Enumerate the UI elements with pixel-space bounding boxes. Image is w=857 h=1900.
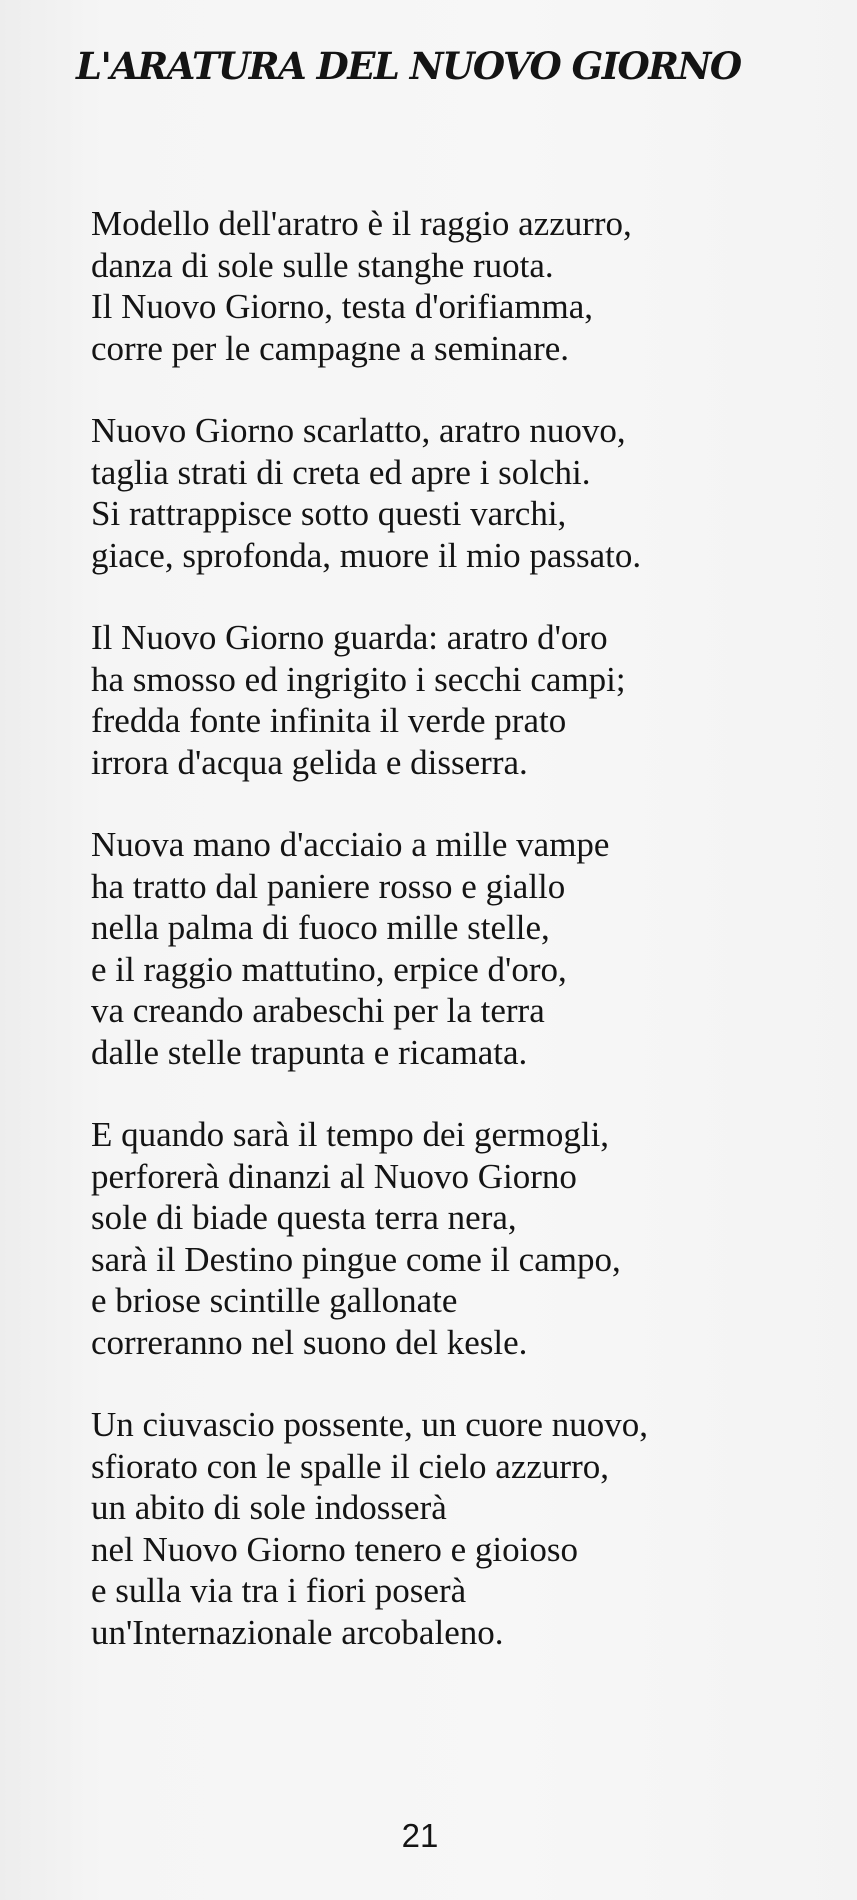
poem-title: L'ARATURA DEL NUOVO GIORNO bbox=[76, 44, 741, 88]
poem-line: sfiorato con le spalle il cielo azzurro, bbox=[91, 1446, 609, 1486]
poem-line: E quando sarà il tempo dei germogli, bbox=[91, 1115, 610, 1154]
stanza bbox=[91, 1404, 831, 1653]
poem-line: e il raggio mattutino, erpice d'oro, bbox=[91, 949, 567, 989]
poem-line: Modello dell'aratro è il raggio azzurro, bbox=[91, 204, 632, 243]
stanza bbox=[91, 410, 831, 576]
poem-line: un abito di sole indosserà bbox=[91, 1488, 447, 1527]
poem-line: va creando arabeschi per la terra bbox=[91, 991, 545, 1030]
stanza bbox=[91, 617, 831, 783]
poem-line: e briose scintille gallonate bbox=[91, 1281, 458, 1320]
poem-line: Il Nuovo Giorno, testa d'orifiamma, bbox=[91, 287, 594, 326]
poem-line: Nuova mano d'acciaio a mille vampe bbox=[91, 825, 610, 864]
poem-line: dalle stelle trapunta e ricamata. bbox=[91, 1032, 528, 1072]
poem-line: Si rattrappisce sotto questi varchi, bbox=[91, 494, 567, 533]
poem-line: perforerà dinanzi al Nuovo Giorno bbox=[91, 1156, 577, 1196]
poem-line: Nuovo Giorno scarlatto, aratro nuovo, bbox=[91, 411, 626, 450]
poem-line: Un ciuvascio possente, un cuore nuovo, bbox=[91, 1405, 648, 1444]
poem-line: correranno nel suono del kesle. bbox=[91, 1322, 528, 1362]
poem-line: nella palma di fuoco mille stelle, bbox=[91, 908, 550, 947]
poem-line: ha tratto dal paniere rosso e giallo bbox=[91, 866, 566, 906]
poem-line: Il Nuovo Giorno guarda: aratro d'oro bbox=[91, 618, 608, 657]
poem-line: nel Nuovo Giorno tenero e gioioso bbox=[91, 1529, 578, 1569]
poem-line: irrora d'acqua gelida e disserra. bbox=[91, 742, 528, 782]
poem-line: danza di sole sulle stanghe ruota. bbox=[91, 245, 554, 285]
stanza bbox=[91, 203, 831, 369]
poem-line: un'Internazionale arcobaleno. bbox=[91, 1612, 504, 1652]
stanza bbox=[91, 824, 831, 1073]
poem-line: fredda fonte infinita il verde prato bbox=[91, 701, 567, 740]
poem-body bbox=[91, 203, 831, 1694]
poem-line: e sulla via tra i fiori poserà bbox=[91, 1571, 467, 1610]
poem-line: sarà il Destino pingue come il campo, bbox=[91, 1239, 621, 1279]
poem-line: corre per le campagne a seminare. bbox=[91, 328, 570, 368]
poem-line: giace, sprofonda, muore il mio passato. bbox=[91, 535, 642, 575]
poem-line: taglia strati di creta ed apre i solchi. bbox=[91, 452, 591, 492]
page-number: 21 bbox=[401, 1817, 439, 1854]
stanza bbox=[91, 1114, 831, 1363]
poem-line: ha smosso ed ingrigito i secchi campi; bbox=[91, 659, 626, 699]
poem-line: sole di biade questa terra nera, bbox=[91, 1198, 517, 1237]
